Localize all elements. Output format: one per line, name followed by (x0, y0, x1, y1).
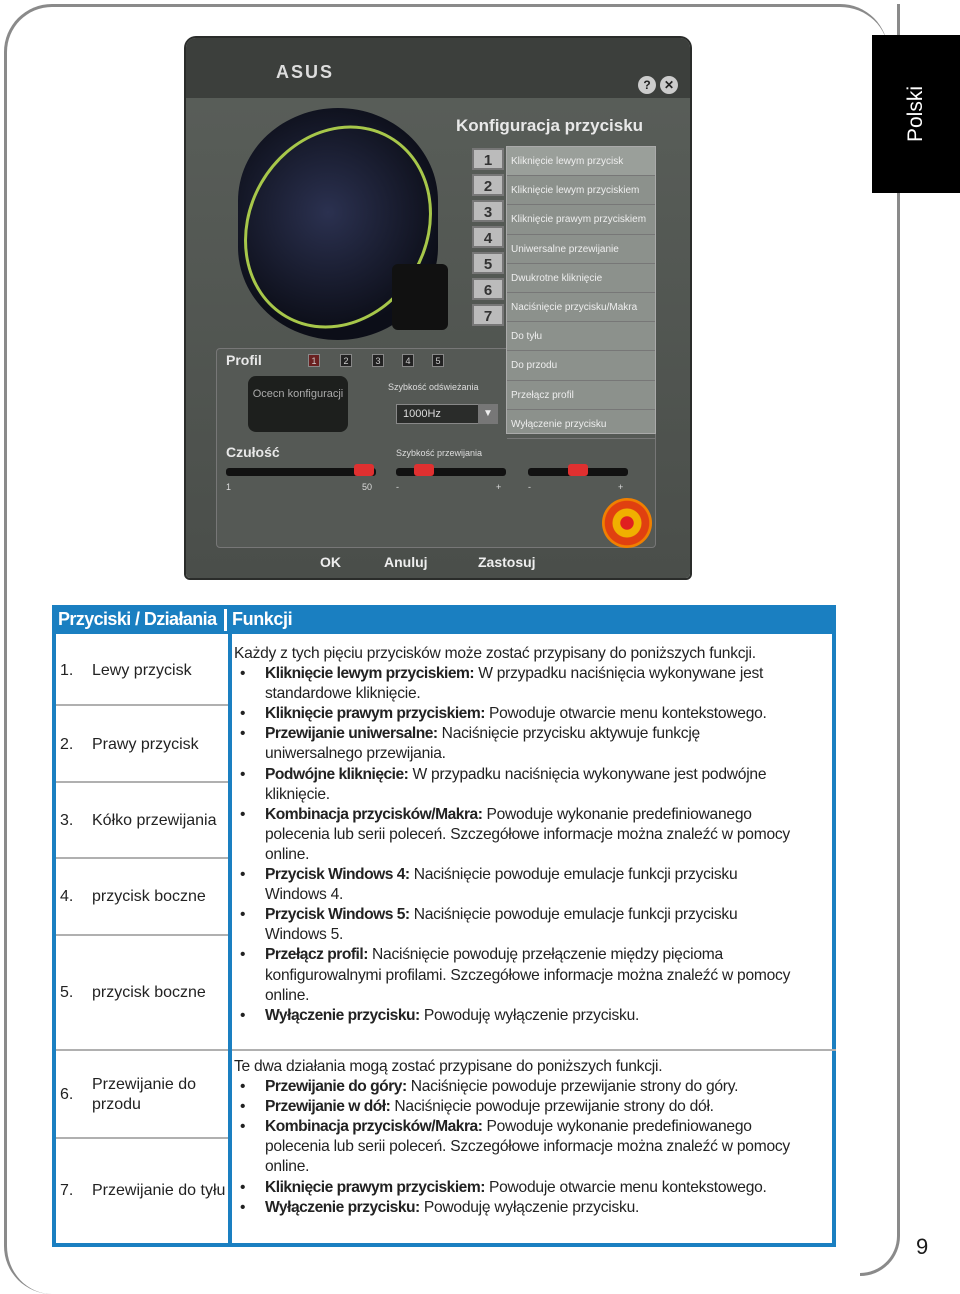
bullet-text: Naciśnięcie powoduje przewijanie strony do góry. (406, 1078, 739, 1096)
table-header (52, 605, 836, 634)
polling-dropdown: 1000Hz (396, 404, 490, 424)
asus-logo: ASUS (276, 62, 335, 82)
menu-item: Kliknięcie lewym przyciskiem (507, 176, 655, 205)
chevron-down-icon: ▼ (478, 404, 498, 424)
button-number: 3 (472, 200, 504, 222)
function-menu (506, 146, 656, 434)
bullet-term: Przycisk Windows 5: (265, 906, 410, 924)
bullet-item (234, 704, 794, 724)
language-label: Polski (904, 85, 927, 143)
bullet-text: Powoduję wyłączenie przycisku. (419, 1198, 640, 1216)
menu-item: Kliknięcie prawym przyciskiem (507, 205, 655, 234)
menu-item: Do tyłu (507, 322, 655, 351)
close-icon: ✕ (660, 76, 678, 94)
window-titlebar (186, 38, 690, 98)
bullet-term: Kombinacja przycisków/Makra: (265, 805, 483, 823)
mouse-side-image (392, 264, 448, 330)
bullet-term: Podwójne kliknięcie: (265, 765, 409, 783)
bullet-text: Naciśnięcie przycisku aktywuje funkcję uniwersalnego przewijania. (265, 725, 700, 763)
bullet-item (234, 805, 794, 865)
slider-max: + (496, 482, 502, 492)
bullet-text: Naciśnięcie powoduję przełączenie między pięcioma konfigurowalnymi profilami. Szczegółowe informacje można znaleźć w pomocy online. (265, 946, 791, 1004)
bullet-item (234, 1006, 794, 1026)
column-divider (228, 634, 232, 1247)
functions-block-1 (234, 644, 794, 1026)
menu-item: Wyłączenie przycisku (507, 410, 655, 439)
bullet-item (234, 1097, 794, 1117)
menu-item: Uniwersalne przewijanie (507, 235, 655, 264)
bullet-text: Powoduje otwarcie menu kontekstowego. (484, 705, 767, 723)
menu-item: Naciśnięcie przycisku/Makra (507, 293, 655, 322)
polling-label: Szybkość odświeżania (388, 382, 479, 392)
help-icon: ? (638, 76, 656, 94)
row-divider (56, 857, 228, 859)
bullet-text: Naciśnięcie powoduje przewijanie strony do dół. (390, 1098, 714, 1116)
row-divider (56, 1049, 228, 1051)
bullet-term: Przewijanie uniwersalne: (265, 725, 438, 743)
cancel-button: Anuluj (384, 554, 428, 570)
bullet-item (234, 765, 794, 805)
row-divider (232, 1049, 836, 1051)
profile-button: 1 (308, 354, 320, 367)
bullet-item (234, 1117, 794, 1177)
bullet-term: Przewijanie do góry: (265, 1078, 407, 1096)
profile-button: 5 (432, 354, 444, 367)
bullet-text: W przypadku naciśnięcia wykonywane jest podwójne kliknięcie. (265, 765, 767, 803)
bullet-term: Kliknięcie prawym przyciskiem: (265, 1178, 485, 1196)
language-tab (872, 35, 960, 193)
bullet-item (234, 1198, 794, 1218)
bullet-text: W przypadku naciśnięcia wykonywane jest standardowe kliknięcie. (265, 665, 764, 703)
intro-text: Te dwa działania mogą zostać przypisane do poniższych funkcji. (234, 1058, 663, 1075)
profile-button: 2 (340, 354, 352, 367)
panel-title: Konfiguracja przycisku (456, 116, 644, 135)
slider-max: + (618, 482, 624, 492)
bullet-item (234, 865, 794, 905)
button-number: 2 (472, 174, 504, 196)
bullet-text: Powoduje wykonanie predefiniowanego polecenia lub serii poleceń. Szczegółowe informacje można znaleźć w pomocy online. (265, 1118, 790, 1176)
bullet-item (234, 1077, 794, 1097)
bullet-term: Kliknięcie lewym przyciskiem: (265, 665, 475, 683)
bullet-term: Kliknięcie prawym przyciskiem: (265, 705, 485, 723)
page-number: 9 (916, 1234, 929, 1259)
bullet-item (234, 664, 794, 704)
bullet-text: Powoduje wykonanie predefiniowanego polecenia lub serii poleceń. Szczegółowe informacje można znaleźć w pomocy online. (265, 805, 790, 863)
speed-slider (528, 468, 628, 476)
slider-min: - (396, 482, 399, 492)
row-divider (56, 1137, 228, 1139)
header-divider (224, 609, 227, 631)
row-divider (56, 934, 228, 936)
intro-text: Każdy z tych pięciu przycisków może zostać przypisany do poniższych funkcji. (234, 645, 756, 662)
scroll-speed-label: Szybkość przewijania (396, 448, 483, 458)
row-divider (56, 781, 228, 783)
bullet-term: Przycisk Windows 4: (265, 866, 410, 884)
bullet-term: Wyłączenie przycisku: (265, 1006, 420, 1024)
button-number: 5 (472, 252, 504, 274)
bullet-term: Przewijanie w dół: (265, 1098, 391, 1116)
slider-min: - (528, 482, 531, 492)
apply-button: Zastosuj (478, 554, 536, 570)
profile-label: Profil (226, 352, 262, 368)
sensitivity-label: Czułość (226, 444, 280, 460)
bullet-item (234, 724, 794, 764)
button-number: 6 (472, 278, 504, 300)
functions-block-2 (234, 1057, 794, 1218)
bullet-item (234, 945, 794, 1005)
bullet-term: Kombinacja przycisków/Makra: (265, 1118, 483, 1136)
menu-item: Dwukrotne kliknięcie (507, 264, 655, 293)
bullet-item (234, 905, 794, 945)
bullet-term: Wyłączenie przycisku: (265, 1198, 420, 1216)
scroll-slider (396, 468, 506, 476)
target-icon (602, 498, 652, 548)
menu-item: Przełącz profil (507, 381, 655, 410)
profile-button: 3 (372, 354, 384, 367)
header-buttons: Przyciski / Działania (58, 609, 217, 629)
page-border-right (860, 4, 900, 1276)
profile-button: 4 (402, 354, 414, 367)
menu-item: Kliknięcie lewym przycisk (507, 147, 655, 176)
button-number: 7 (472, 304, 504, 326)
menu-item: Do przodu (507, 351, 655, 380)
software-screenshot (186, 38, 690, 578)
ok-button: OK (320, 554, 341, 570)
slider-min: 1 (226, 482, 232, 492)
bullet-text: Powoduję wyłączenie przycisku. (419, 1006, 640, 1024)
row-divider (56, 704, 228, 706)
slider-max: 50 (362, 482, 373, 492)
sensitivity-slider (226, 468, 376, 476)
header-functions: Funkcji (232, 609, 293, 629)
button-number: 4 (472, 226, 504, 248)
reset-config-button: Ocecn konfiguracji (248, 376, 348, 432)
bullet-text: Naciśnięcie powoduje emulacje funkcji przycisku Windows 4. (265, 866, 738, 904)
functions-table: Przyciski / Działania Funkcji 1. Lewy przycisk 2. Prawy przycisk 3. Kółko przewijania 4. przycisk boczne 5. przycisk boczne 6. Przewijanie do przodu 7. Przewijanie do tyłu Każdy z tych pięciu przycisków może zostać przypisany do poniższych funkcji. • Kliknięcie lewym przyciskiem: W przypadku naciśnięcia wykonywane jest standardowe kliknięcie. • Kliknięcie prawym przyciskiem: Powoduje otwarcie menu kontekstowego. • Przewijanie uniwersalne: Naciśnięcie przycisku aktywuje funkcję uniwersalnego przewijania. • Podwójne kliknięcie: W przypadku naciśnięcia wykonywane jest podwójne kliknięcie. • Kombinacja przycisków/Makra: Powoduje wykonanie predefiniowanego polecenia lub serii poleceń. Szczegółowe informacje można znaleźć w pomocy online. • Przycisk Windows 4: Naciśnięcie powoduje emulacje funkcji przycisku Windows 4. • Przycisk Windows 5: Naciśnięcie powoduje emulacje funkcji przycisku Windows 5. • Przełącz profil: Naciśnięcie powoduję przełączenie między pięcioma konfigurowalnymi profilami. Szczegółowe informacje można znaleźć w pomocy online. • Wyłączenie przycisku: Powoduję wyłączenie przycisku. Te dwa działania mogą zostać przypisane do poniższych funkcji. • Przewijanie do góry: Naciśnięcie powoduje przewijanie strony do góry. • Przewijanie w dół: Naciśnięcie powoduje przewijanie strony do dół. • Kombinacja przycisków/Makra: Powoduje wykonanie predefiniowanego polecenia lub serii poleceń. Szczegółowe informacje można znaleźć w pomocy online. • Kliknięcie prawym przyciskiem: Powoduje otwarcie menu kontekstowego. • Wyłączenie przycisku: Powoduję wyłączenie przycisku. (52, 605, 836, 1247)
bullet-text: Powoduje otwarcie menu kontekstowego. (484, 1178, 767, 1196)
bullet-item (234, 1178, 794, 1198)
button-number: 1 (472, 148, 504, 170)
bullet-text: Naciśnięcie powoduje emulacje funkcji przycisku Windows 5. (265, 906, 738, 944)
bullet-term: Przełącz profil: (265, 946, 368, 964)
